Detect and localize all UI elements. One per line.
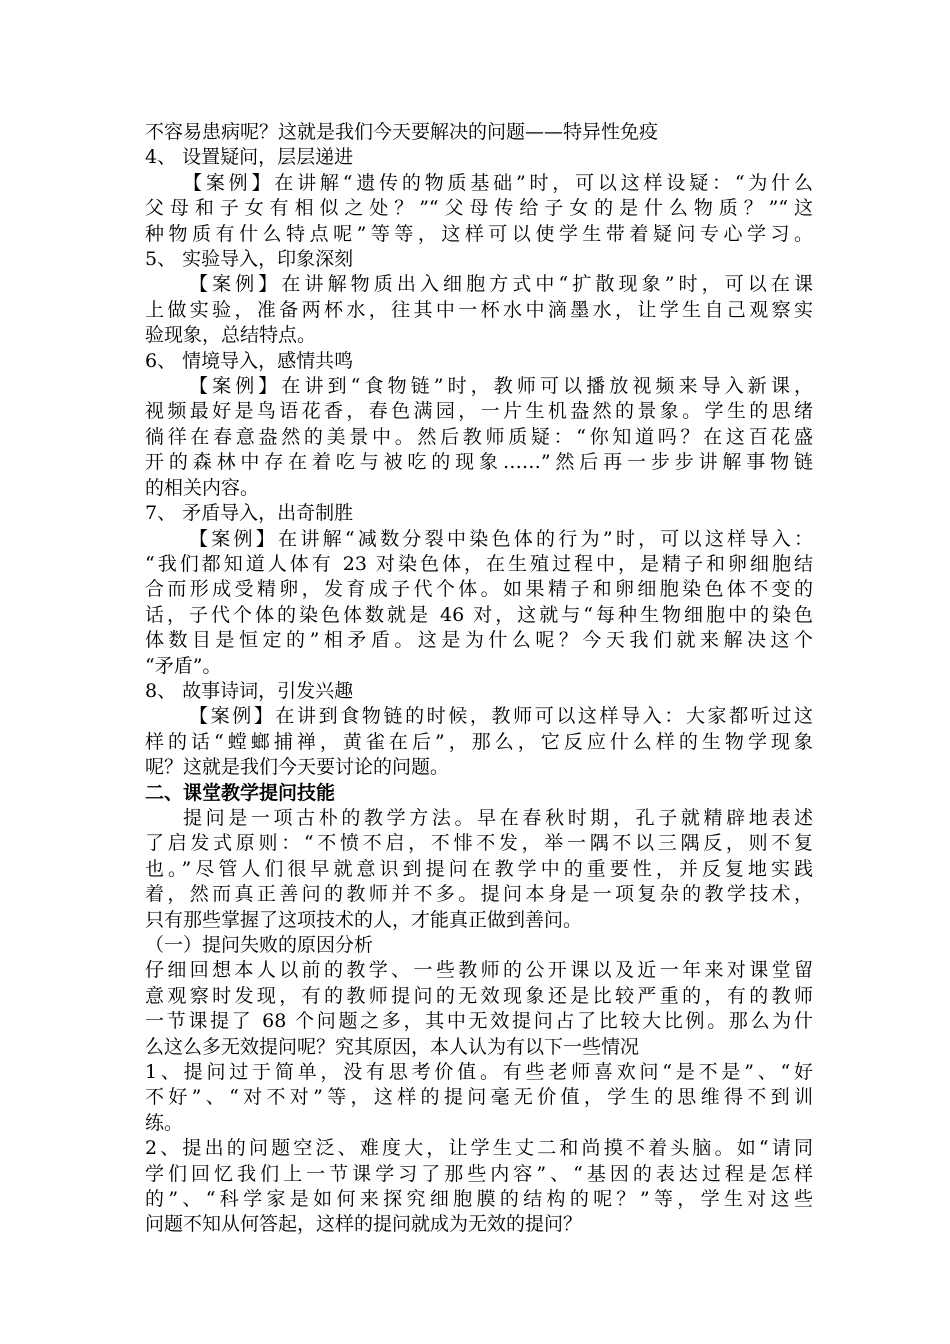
text-line: 【案例】在讲解“遗传的物质基础”时，可以这样设疑：“为什么 bbox=[183, 171, 813, 194]
document-page bbox=[145, 120, 813, 1238]
text-line: 着，然而真正善问的教师并不多。提问本身是一项复杂的教学技术， bbox=[145, 883, 813, 906]
section-title: 7、 矛盾导入，出奇制胜 bbox=[145, 502, 354, 525]
text-line: 只有那些掌握了这项技术的人，才能真正做到善问。 bbox=[145, 908, 583, 931]
text-line: 一节课提了 68 个问题之多，其中无效提问占了比较大比例。那么为什 bbox=[145, 1010, 813, 1033]
text-line: 【案例】在讲到食物链的时候，教师可以这样导入：大家都听过这 bbox=[189, 705, 813, 728]
text-line: 徜徉在春意盎然的美景中。然后教师质疑：“你知道吗？在这百花盛 bbox=[145, 425, 813, 448]
text-line: 练。 bbox=[145, 1111, 184, 1134]
text-line: 验现象，总结特点。 bbox=[145, 324, 317, 347]
text-line: 体数目是恒定的”相矛盾。这是为什么呢？今天我们就来解决这个 bbox=[145, 629, 813, 652]
text-line: 开的森林中存在着吃与被吃的现象……”然后再一步步讲解事物链 bbox=[145, 451, 813, 474]
text-line: 上做实验，准备两杯水，往其中一杯水中滴墨水，让学生自己观察实 bbox=[145, 298, 813, 321]
section-title: 4、 设置疑问，层层递进 bbox=[145, 146, 354, 169]
text-line: 学们回忆我们上一节课学习了那些内容”、“基因的表达过程是怎样 bbox=[145, 1162, 813, 1185]
text-line: 视频最好是鸟语花香，春色满园，一片生机盎然的景象。学生的思绪 bbox=[145, 400, 813, 423]
text-line: 不好”、“对不对”等，这样的提问毫无价值，学生的思维得不到训 bbox=[145, 1086, 813, 1109]
text-line: 提问是一项古朴的教学方法。早在春秋时期，孔子就精辟地表述 bbox=[183, 806, 813, 829]
text-line: 也。”尽管人们很早就意识到提问在教学中的重要性，并反复地实践 bbox=[145, 857, 813, 880]
text-line: 2、提出的问题空泛、难度大，让学生丈二和尚摸不着头脑。如“请同 bbox=[145, 1137, 813, 1160]
section-title: 5、 实验导入，印象深刻 bbox=[145, 248, 354, 271]
text-line: 意观察时发现，有的教师提问的无效现象还是比较严重的，有的教师 bbox=[145, 984, 813, 1007]
text-line: 【案例】在讲解“减数分裂中染色体的行为”时，可以这样导入： bbox=[189, 527, 813, 550]
text-line: 了启发式原则：“不愤不启，不悱不发，举一隅不以三隅反，则不复 bbox=[145, 832, 813, 855]
text-line: 1、提问过于简单，没有思考价值。有些老师喜欢问“是不是”、“好 bbox=[145, 1061, 813, 1084]
text-line: “我们都知道人体有 23 对染色体，在生殖过程中，是精子和卵细胞结 bbox=[145, 552, 813, 575]
text-line: 样的话“螳螂捕禅，黄雀在后”，那么，它反应什么样的生物学现象 bbox=[145, 730, 813, 753]
text-line: 的相关内容。 bbox=[145, 476, 260, 499]
text-line: 不容易患病呢？这就是我们今天要解决的问题——特异性免疫 bbox=[145, 121, 659, 143]
text-line: 的”、“科学家是如何来探究细胞膜的结构的呢？”等，学生对这些 bbox=[145, 1188, 813, 1211]
text-line: 【案例】在讲解物质出入细胞方式中“扩散现象”时，可以在课 bbox=[189, 273, 813, 296]
text-line: 问题不知从何答起，这样的提问就成为无效的提问？ bbox=[145, 1213, 583, 1236]
text-line: 种物质有什么特点呢”等等，这样可以使学生带着疑问专心学习。 bbox=[145, 222, 813, 245]
subsection-title: （一）提问失败的原因分析 bbox=[145, 934, 374, 956]
text-line: 仔细回想本人以前的教学、一些教师的公开课以及近一年来对课堂留 bbox=[145, 959, 813, 982]
text-line: 【案例】在讲到“食物链”时，教师可以播放视频来导入新课， bbox=[189, 375, 813, 398]
section-title: 8、 故事诗词，引发兴趣 bbox=[145, 679, 354, 702]
text-line: 合而形成受精卵，发育成子代个体。如果精子和卵细胞染色体不变的 bbox=[145, 578, 813, 601]
text-line: 呢？这就是我们今天要讨论的问题。 bbox=[145, 756, 450, 779]
text-line: 么这么多无效提问呢？究其原因，本人认为有以下一些情况 bbox=[145, 1035, 640, 1058]
chapter-heading: 二、课堂教学提问技能 bbox=[145, 781, 336, 804]
text-line: “矛盾”。 bbox=[145, 654, 222, 677]
section-title: 6、 情境导入，感情共鸣 bbox=[145, 349, 354, 372]
text-line: 话，子代个体的染色体数就是 46 对，这就与“每种生物细胞中的染色 bbox=[145, 603, 813, 626]
text-line: 父母和子女有相似之处？”“父母传给子女的是什么物质？”“这 bbox=[145, 197, 813, 220]
